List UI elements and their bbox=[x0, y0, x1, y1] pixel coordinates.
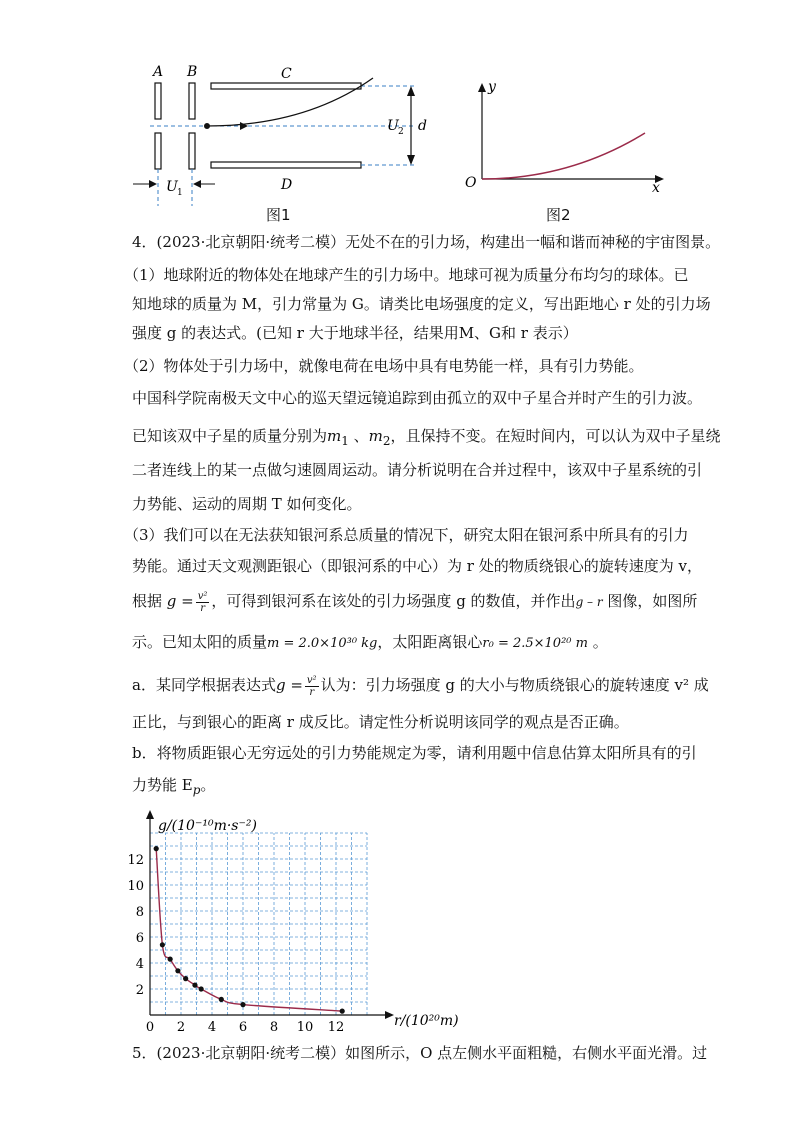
data-point bbox=[199, 986, 204, 991]
particle-dot bbox=[204, 123, 210, 129]
q4-p2-line5: 力势能、运动的周期 T 如何变化。 bbox=[132, 495, 362, 513]
q4-p2-line4: 二者连线上的某一点做匀速圆周运动。请分析说明在合并过程中，该双中子星系统的引 bbox=[132, 461, 703, 479]
q4-a-line2: 正比，与到银心的距离 r 成反比。请定性分析说明该同学的观点是否正确。 bbox=[132, 713, 629, 731]
parabola-curve bbox=[482, 133, 645, 179]
q4-b-line2-start: 力势能 E bbox=[132, 776, 193, 794]
q4-p1-line1: （1）地球附近的物体处在地球产生的引力场中。地球可视为质量分布均匀的球体。已 bbox=[124, 266, 689, 284]
mass-m2: m bbox=[368, 427, 383, 445]
label-d-distance: d bbox=[418, 118, 427, 134]
chart-axes bbox=[146, 810, 394, 1019]
q4-p3-line4-end: 。 bbox=[587, 633, 608, 651]
data-point bbox=[175, 968, 180, 973]
label-u1-sub: 1 bbox=[177, 188, 183, 198]
q4-p3-line4 bbox=[132, 631, 652, 655]
x-tick-label: 0 bbox=[145, 1020, 155, 1035]
plate-a-bottom bbox=[155, 133, 161, 169]
x-tick-label: 10 bbox=[296, 1020, 314, 1035]
g-r-chart bbox=[120, 810, 480, 1035]
y-tick-label: 12 bbox=[127, 853, 144, 868]
q4-header: 4．(2023·北京朝阳·统考二模）无处不在的引力场，构建出一幅和谐而神秘的宇宙图景。 bbox=[132, 233, 721, 251]
x-axis-arrow bbox=[385, 1011, 394, 1019]
q4-b-line1: b．将物质距银心无穷远处的引力势能规定为零，请利用题中信息估算太阳所具有的引 bbox=[132, 744, 697, 762]
x-tick-label: 8 bbox=[269, 1020, 279, 1035]
formula-fraction bbox=[196, 591, 210, 614]
a-formula-fraction bbox=[305, 675, 319, 698]
chart-grid bbox=[150, 833, 367, 1015]
mass-m1-sub: 1 bbox=[341, 434, 349, 448]
q4-p2-line1: （2）物体处于引力场中，就像电荷在电场中具有电势能一样，具有引力势能。 bbox=[124, 357, 644, 375]
trajectory-arrow bbox=[240, 122, 248, 130]
q4-b-line2-end: 。 bbox=[200, 776, 216, 794]
data-point bbox=[240, 1002, 245, 1007]
sun-distance: r₀ = 2.5×10²⁰ m bbox=[482, 636, 588, 651]
q4-p2-line3-start: 已知该双中子星的质量分别为 bbox=[132, 427, 328, 445]
y-tick-label: 10 bbox=[127, 879, 144, 894]
plate-c bbox=[211, 83, 361, 89]
mass-m1: m bbox=[327, 427, 342, 445]
chart-xlabel: r/(10²⁰m) bbox=[394, 1013, 459, 1029]
y-axis-arrow bbox=[146, 810, 154, 819]
q4-b-line2 bbox=[132, 774, 652, 801]
a-formula-denominator: r bbox=[309, 686, 315, 698]
mass-sep: 、 bbox=[348, 427, 369, 445]
q4-p2-line2: 中国科学院南极天文中心的巡天望远镜追踪到由孤立的双中子星合并时产生的引力波。 bbox=[132, 389, 703, 407]
ep-sub: p bbox=[192, 783, 201, 797]
data-point bbox=[160, 942, 165, 947]
figure-2-graph bbox=[460, 75, 675, 200]
label-u2-sub: 2 bbox=[398, 127, 404, 137]
q4-p1-line3: 强度 g 的表达式。(已知 r 大于地球半径，结果用M、G和 r 表示） bbox=[132, 324, 578, 342]
mass-m2-sub: 2 bbox=[382, 434, 391, 448]
x-tick-label: 12 bbox=[327, 1020, 345, 1035]
formula-numerator: v² bbox=[197, 590, 208, 602]
formula-g: g = bbox=[166, 592, 194, 610]
data-point bbox=[340, 1009, 345, 1014]
origin-label: O bbox=[465, 175, 477, 191]
q4-p3-line1: （3）我们可以在无法获知银河系总质量的情况下，研究太阳在银河系中所具有的引力 bbox=[124, 526, 689, 544]
q4-a-line1 bbox=[132, 674, 709, 698]
y-tick-label: 4 bbox=[135, 957, 144, 972]
plate-b-top bbox=[189, 83, 195, 119]
a-formula-g: g = bbox=[275, 676, 303, 694]
x-tick-label: 2 bbox=[176, 1020, 186, 1035]
q5-header: 5．(2023·北京朝阳·统考二模）如图所示，O 点左侧水平面粗糙，右侧水平面光滑。过 bbox=[132, 1044, 708, 1062]
label-c: C bbox=[281, 66, 292, 82]
x-tick-label: 6 bbox=[238, 1020, 248, 1035]
q4-p3-line3-start: 根据 bbox=[132, 592, 163, 610]
label-d: D bbox=[281, 177, 293, 193]
q4-a-line1-start: a．某同学根据表达式 bbox=[132, 676, 276, 694]
data-point bbox=[192, 983, 197, 988]
q4-a-line1-end: 认为：引力场强度 g 的大小与物质绕银心的旋转速度 v² 成 bbox=[320, 676, 709, 694]
figure-1-caption: 图1 bbox=[266, 206, 291, 224]
q4-p3-line3-mid: ，可得到银河系在该处的引力场强度 g 的数值，并作出 bbox=[211, 592, 576, 610]
data-point bbox=[183, 976, 188, 981]
sun-mass: m = 2.0×10³⁰ kg bbox=[267, 636, 378, 651]
q4-p2-line3-end: ，且保持不变。在短时间内，可以认为双中子星绕 bbox=[390, 427, 721, 445]
label-b: B bbox=[187, 64, 198, 80]
chart-ylabel: g/(10⁻¹⁰m·s⁻²) bbox=[158, 818, 257, 834]
y-axis-label: y bbox=[488, 79, 496, 95]
q4-p2-line3 bbox=[132, 425, 721, 452]
q4-p1-line2: 知地球的质量为 M，引力常量为 G。请类比电场强度的定义，写出距地心 r 处的引力场 bbox=[132, 295, 711, 313]
y-tick-label: 8 bbox=[135, 905, 144, 920]
g-r-label: g – r bbox=[575, 595, 603, 609]
fitted-curve bbox=[156, 849, 342, 1012]
chart-points bbox=[154, 846, 345, 1014]
label-u1: U bbox=[166, 179, 178, 195]
q4-p3-line2: 势能。通过天文观测距银心（即银河系的中心）为 r 处的物质绕银心的旋转速度为 v， bbox=[132, 557, 702, 575]
label-u2: U bbox=[387, 118, 399, 134]
y-tick-label: 2 bbox=[135, 983, 144, 998]
q4-p3-line3 bbox=[132, 590, 698, 614]
data-point bbox=[219, 997, 224, 1002]
data-point bbox=[154, 846, 159, 851]
a-formula-numerator: v² bbox=[306, 674, 317, 686]
formula-denominator: r bbox=[200, 602, 205, 614]
y-tick-label: 6 bbox=[135, 931, 144, 946]
x-tick-label: 4 bbox=[207, 1020, 217, 1035]
figure-1-diagram bbox=[115, 58, 445, 208]
chart-curve-layer bbox=[156, 849, 342, 1012]
q4-p3-line3-end: 图像，如图所 bbox=[602, 592, 698, 610]
q4-p3-line4-start: 示。已知太阳的质量 bbox=[132, 633, 268, 651]
figure-2-caption: 图2 bbox=[546, 206, 571, 224]
plate-b-bottom bbox=[189, 133, 195, 169]
q4-p3-line4-mid: ，太阳距离银心 bbox=[377, 633, 483, 651]
x-axis-label: x bbox=[652, 180, 660, 196]
plate-a-top bbox=[155, 83, 161, 119]
data-point bbox=[168, 957, 173, 962]
plate-d bbox=[211, 162, 361, 168]
label-a: A bbox=[153, 64, 164, 80]
